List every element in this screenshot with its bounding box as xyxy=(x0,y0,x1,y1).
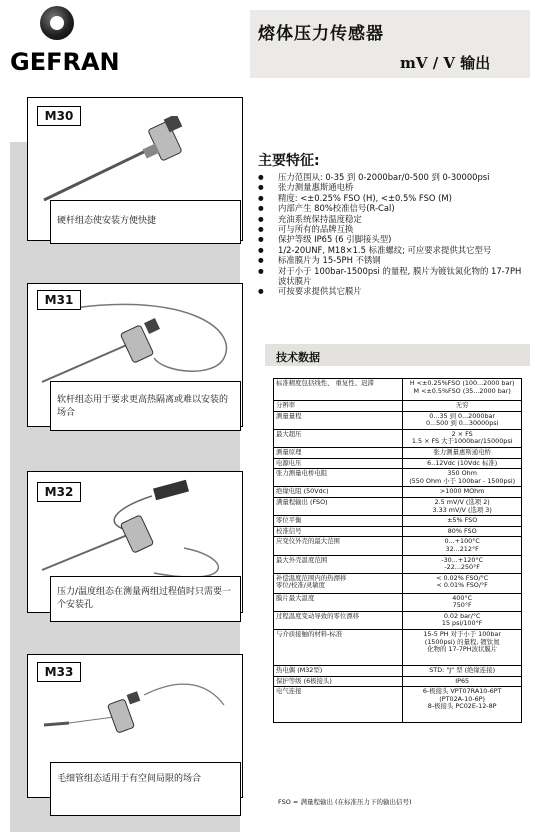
m30-sensor-image xyxy=(36,116,216,206)
spec-value: >1000 MOhm xyxy=(403,487,522,498)
spec-row xyxy=(274,516,522,527)
spec-label: 与介质接触的材料-标准 xyxy=(274,630,403,666)
model-tag-m30: M30 xyxy=(37,106,81,126)
spec-label: 测量原理 xyxy=(274,447,403,458)
feature-item: ● 标准膜片为 15-5PH 不锈钢 xyxy=(256,255,531,265)
spec-value: 15-5 PH 对于小于 100bar (1500psi) 的量程, 镀钛氮 化物的 17-7PH波状膜片 xyxy=(403,630,522,666)
spec-row xyxy=(274,487,522,498)
spec-value: H <±0.25%FSO (100...2000 bar) M <±0.5%FSO (35...2000 bar) xyxy=(403,379,522,401)
spec-label: 满量程输出 (FSO) xyxy=(274,497,403,515)
spec-row xyxy=(274,573,522,593)
spec-row xyxy=(274,401,522,412)
spec-value: 无穷 xyxy=(403,401,522,412)
spec-label: 应变仪外壳的最大范围 xyxy=(274,537,403,555)
spec-label: 张力测量电桥电阻 xyxy=(274,469,403,487)
spec-value: 0...+100°C 32...212°F xyxy=(403,537,522,555)
spec-value: 张力测量惠斯通电桥 xyxy=(403,447,522,458)
footnote: FSO = 满量程输出 (在标准压力下的输出信号) xyxy=(278,798,412,806)
spec-row xyxy=(274,429,522,447)
tech-title: 技术数据 xyxy=(276,351,320,364)
spec-value: 400°C 750°F xyxy=(403,593,522,611)
spec-row xyxy=(274,630,522,666)
spec-value: STD: "J" 型 (绝缘连接) xyxy=(403,666,522,677)
spec-value: < 0.02% FSO/°C < 0.01% FSO/°F xyxy=(403,573,522,593)
spec-label: 热电偶 (M32型) xyxy=(274,666,403,677)
page-title: 熔体压力传感器 xyxy=(258,24,384,44)
spec-row xyxy=(274,526,522,537)
feature-item: ● 充油系统保持温度稳定 xyxy=(256,214,531,224)
spec-value: 0...35 到 0...2000bar 0...500 到 0...30000psi xyxy=(403,411,522,429)
spec-row xyxy=(274,379,522,401)
spec-row xyxy=(274,666,522,677)
spec-value: IP65 xyxy=(403,676,522,687)
spec-row xyxy=(274,593,522,611)
spec-label: 绝缘电阻 (50Vdc) xyxy=(274,487,403,498)
spec-value: 350 Ohm (550 Ohm 小于 100bar - 1500psi) xyxy=(403,469,522,487)
model-m30-description: 硬杆组态使安装方便快捷 xyxy=(50,200,241,244)
feature-item: ● 可按要求提供其它膜片 xyxy=(256,286,531,296)
spec-row xyxy=(274,537,522,555)
model-tag-m33: M33 xyxy=(37,662,81,682)
spec-value: 6-极接头 VPT07RA10-6PT (PT02A-10-6P) 8-极接头 PC02E-12-8P xyxy=(403,687,522,723)
feature-item: ● 对于小于 100bar-1500psi 的量程, 膜片为镀钛氮化物的 17-7PH 波状膜片 xyxy=(256,266,531,287)
spec-label: 过程温度变动导致的零位漂移 xyxy=(274,611,403,629)
feature-item: ● 精度: <±0.25% FSO (H), <±0.5% FSO (M) xyxy=(256,193,531,203)
spec-label: 最大外壳温度范围 xyxy=(274,555,403,573)
feature-item: ● 压力范围从: 0-35 到 0-2000bar/0-500 到 0-30000psi xyxy=(256,172,531,182)
spec-label: 测量量程 xyxy=(274,411,403,429)
spec-label: 膜片最大温度 xyxy=(274,593,403,611)
spec-row xyxy=(274,411,522,429)
model-tag-m32: M32 xyxy=(37,482,81,502)
spec-row xyxy=(274,676,522,687)
spec-row xyxy=(274,497,522,515)
feature-item: ● 张力测量惠斯通电桥 xyxy=(256,182,531,192)
model-m31-description: 软杆组态用于要求更高热隔离或难以安装的场合 xyxy=(50,381,241,431)
spec-label: 零位平衡 xyxy=(274,516,403,527)
spec-row xyxy=(274,469,522,487)
spec-row xyxy=(274,687,522,723)
spec-label: 校准信号 xyxy=(274,526,403,537)
model-tag-m31: M31 xyxy=(37,290,81,310)
feature-item: ● 保护等级 IP65 (6 引脚接头型) xyxy=(256,234,531,244)
spec-value: 2 × FS 1.5 × FS 大于1000bar/15000psi xyxy=(403,429,522,447)
spec-value: 0.02 bar/°C 15 psi/100°F xyxy=(403,611,522,629)
features-title: 主要特征: xyxy=(258,153,320,169)
page-subtitle: mV / V 输出 xyxy=(400,54,491,72)
feature-item: ● 可与所有的品牌互换 xyxy=(256,224,531,234)
spec-row xyxy=(274,611,522,629)
model-m33-description: 毛细管组态适用于有空间局限的场合 xyxy=(50,762,241,816)
spec-row xyxy=(274,447,522,458)
spec-value: -30...+120°C -22...250°F xyxy=(403,555,522,573)
feature-item: ● 1/2-20UNF, M18×1.5 标准螺纹; 可应要求提供其它型号 xyxy=(256,245,531,255)
model-m32-description: 压力/温度组态在测量两组过程值时只需要一个安装孔 xyxy=(50,576,241,622)
spec-label: 标准精度包括线性、 重复性、迟滞 xyxy=(274,379,403,401)
spec-value: ±5% FSO xyxy=(403,516,522,527)
spec-label: 电气连接 xyxy=(274,687,403,723)
features-list xyxy=(256,172,531,297)
spec-row xyxy=(274,458,522,469)
spec-row xyxy=(274,555,522,573)
logo-text: GEFRAN xyxy=(10,48,120,76)
spec-value: 2.5 mV/V (选项 2) 3.33 mV/V (选项 3) xyxy=(403,497,522,515)
feature-item: ● 内部产生 80%校准信号(R-Cal) xyxy=(256,203,531,213)
spec-label: 最大超压 xyxy=(274,429,403,447)
gefran-logo-icon xyxy=(40,6,74,40)
spec-label: 补偿温度范围内的热漂移 零位/校准/灵敏度 xyxy=(274,573,403,593)
spec-table xyxy=(273,378,522,723)
m31-sensor-image xyxy=(34,298,234,388)
spec-value: 80% FSO xyxy=(403,526,522,537)
spec-label: 保护等级 (6极接头) xyxy=(274,676,403,687)
spec-label: 电源电压 xyxy=(274,458,403,469)
spec-value: 6..12Vdc (10Vdc 标准) xyxy=(403,458,522,469)
spec-label: 分辨率 xyxy=(274,401,403,412)
